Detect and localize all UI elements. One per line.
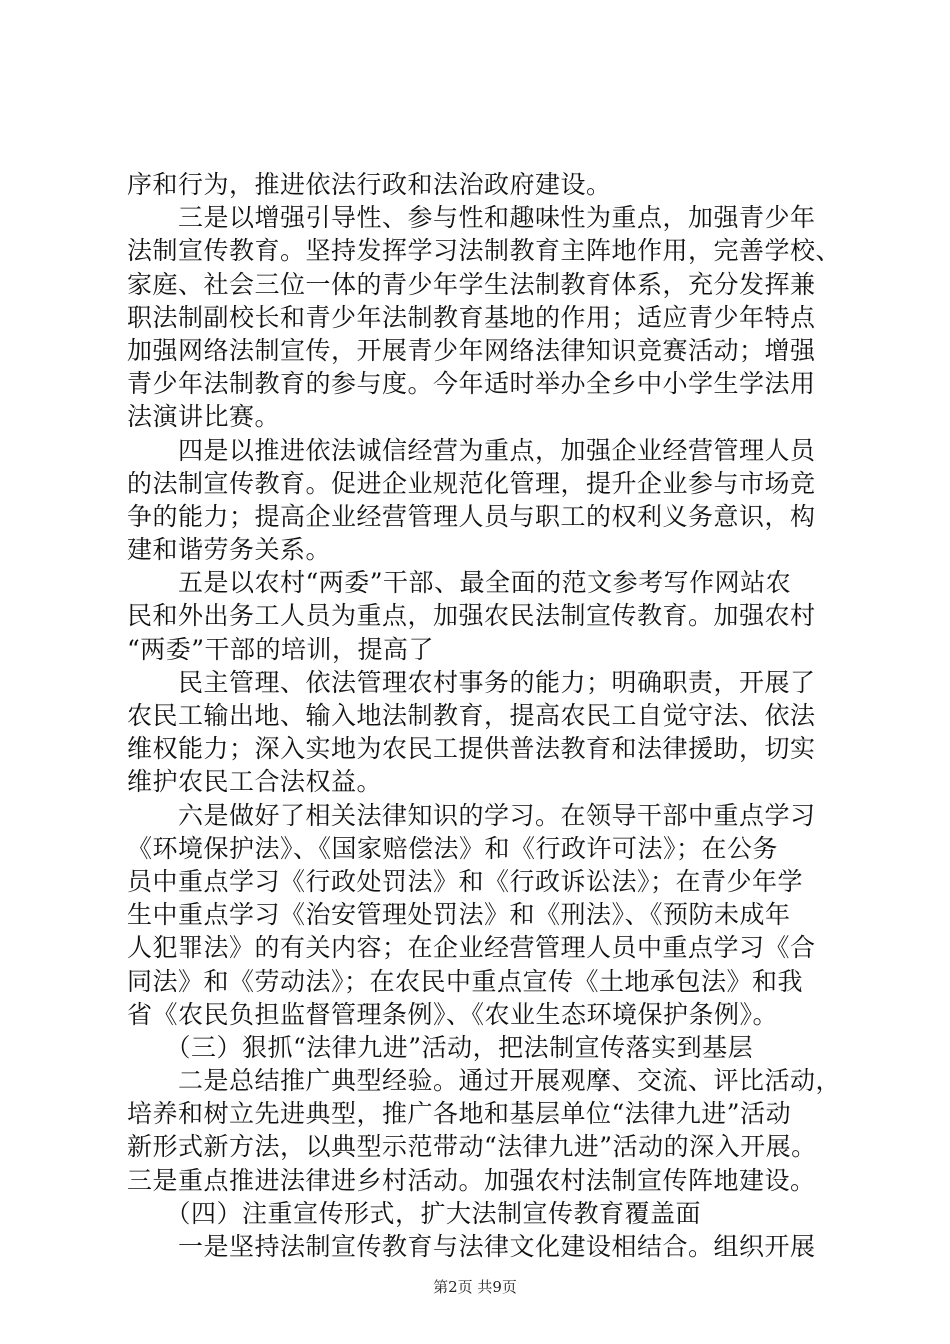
- text-line: 三是重点推进法律进乡村活动。加强农村法制宣传阵地建设。: [127, 1165, 816, 1195]
- text-line: 生中重点学习《治安管理处罚法》和《刑法》、《预防未成年: [127, 900, 791, 930]
- text-line: 一是坚持法制宣传教育与法律文化建设相结合。组织开展: [127, 1232, 816, 1261]
- text-line: 五是以农村“两委”干部、最全面的范文参考写作网站农: [127, 568, 792, 598]
- text-line: （四）注重宣传形式，扩大法制宣传教育覆盖面: [127, 1198, 702, 1228]
- text-line: 维权能力；深入实地为农民工提供普法教育和法律援助，切实: [127, 734, 816, 764]
- text-line: 三是以增强引导性、参与性和趣味性为重点，加强青少年: [127, 203, 816, 233]
- text-line: 法演讲比赛。: [127, 402, 281, 432]
- text-line: 民主管理、依法管理农村事务的能力；明确职责，开展了: [127, 667, 816, 697]
- text-line: 职法制副校长和青少年法制教育基地的作用；适应青少年特点: [127, 302, 816, 332]
- page-footer: 第2页 共9页: [433, 1278, 517, 1296]
- text-line: 加强网络法制宣传，开展青少年网络法律知识竞赛活动；增强: [127, 335, 816, 365]
- text-line: 青少年法制教育的参与度。今年适时举办全乡中小学生学法用: [127, 369, 816, 399]
- text-line: 二是总结推广典型经验。通过开展观摩、交流、评比活动，: [127, 1066, 842, 1096]
- text-line: “两委”干部的培训，提高了: [127, 634, 435, 664]
- text-line: 家庭、社会三位一体的青少年学生法制教育体系，充分发挥兼: [127, 269, 816, 299]
- text-line: 四是以推进依法诚信经营为重点，加强企业经营管理人员: [127, 435, 816, 465]
- text-line: 维护农民工合法权益。: [127, 767, 383, 797]
- document-body: [127, 168, 842, 1263]
- text-line: 的法制宣传教育。促进企业规范化管理，提升企业参与市场竞: [127, 468, 816, 498]
- text-line: 序和行为，推进依法行政和法治政府建设。: [127, 170, 612, 199]
- text-line: 新形式新方法，以典型示范带动“法律九进”活动的深入开展。: [127, 1132, 817, 1162]
- text-line: 《环境保护法》、《国家赔偿法》和《行政许可法》；在公务: [127, 833, 779, 863]
- text-line: 民和外出务工人员为重点，加强农民法制宣传教育。加强农村: [127, 601, 816, 631]
- text-line: 培养和树立先进典型，推广各地和基层单位“法律九进”活动: [127, 1099, 792, 1129]
- text-line: 争的能力；提高企业经营管理人员与职工的权利义务意识，构: [127, 501, 816, 531]
- text-line: （三）狠抓“法律九进”活动，把法制宣传落实到基层: [127, 1032, 754, 1062]
- text-line: 省《农民负担监督管理条例》、《农业生态环境保护条例》。: [127, 999, 779, 1029]
- text-line: 人犯罪法》的有关内容；在企业经营管理人员中重点学习《合: [127, 933, 816, 963]
- text-line: 同法》和《劳动法》；在农民中重点宣传《土地承包法》和我: [127, 966, 804, 996]
- text-line: 建和谐劳务关系。: [127, 535, 332, 565]
- text-line: 员中重点学习《行政处罚法》和《行政诉讼法》；在青少年学: [127, 866, 804, 896]
- text-line: 六是做好了相关法律知识的学习。在领导干部中重点学习: [127, 800, 816, 830]
- text-line: 法制宣传教育。坚持发挥学习法制教育主阵地作用，完善学校、: [127, 236, 842, 266]
- text-line: 农民工输出地、输入地法制教育，提高农民工自觉守法、依法: [127, 701, 816, 730]
